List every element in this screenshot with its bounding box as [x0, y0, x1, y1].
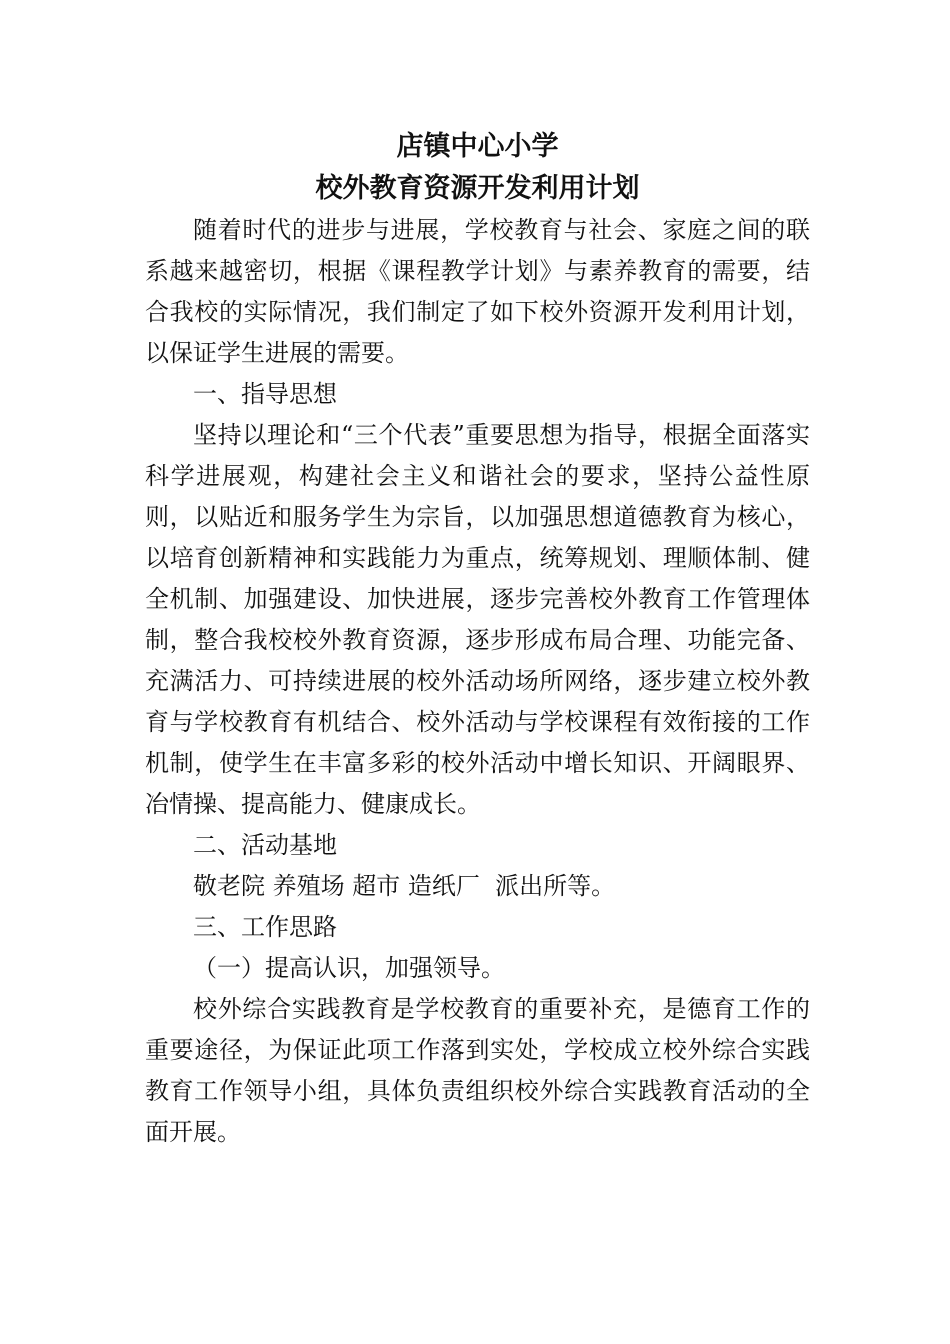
- document-page: [145, 122, 810, 1153]
- document-title-plan: 校外教育资源开发利用计划: [315, 173, 640, 204]
- guiding-thought-paragraph: 坚持以理论和“三个代表”重要思想为指导，根据全面落实科学进展观，构建社会主义和谐社会的要求，坚持公益性原则，以贴近和服务学生为宗旨，以加强思想道德教育为核心，以培育创新精神和实践能力为重点，统筹规划、理顺体制、健全机制、加强建设、加快进展，逐步完善校外教育工作管理体制，整合我校校外教育资源，逐步形成布局合理、功能完备、充满活力、可持续进展的校外活动场所网络，逐步建立校外教育与学校教育有机结合、校外活动与学校课程有效衔接的工作机制，使学生在丰富多彩的校外活动中增长知识、开阔眼界、冶情操、提高能力、健康成长。: [145, 421, 810, 818]
- raise-awareness-paragraph: 校外综合实践教育是学校教育的重要补充，是德育工作的重要途径，为保证此项工作落到实处，学校成立校外综合实践教育工作领导小组，具体负责组织校外综合实践教育活动的全面开展。: [145, 995, 810, 1146]
- section-heading-activity-bases: 二、活动基地: [193, 831, 337, 859]
- activity-bases-list: 敬老院 养殖场 超市 造纸厂 派出所等。: [193, 872, 616, 900]
- intro-paragraph: 随着时代的进步与进展，学校教育与社会、家庭之间的联系越来越密切，根据《课程教学计划》与素养教育的需要，结合我校的实际情况，我们制定了如下校外资源开发利用计划，以保证学生进展的需要。: [145, 216, 810, 367]
- section-heading-work-approach: 三、工作思路: [193, 913, 337, 941]
- subheading-raise-awareness: （一）提高认识，加强领导。: [193, 954, 505, 982]
- section-heading-guiding-thought: 一、指导思想: [193, 380, 337, 408]
- document-title-school: 店镇中心小学: [396, 131, 559, 162]
